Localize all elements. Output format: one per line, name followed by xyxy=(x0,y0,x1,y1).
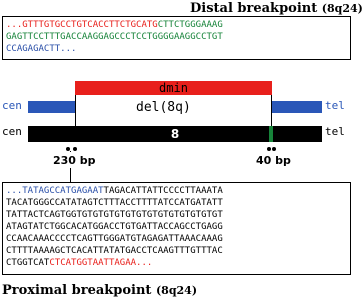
dmin-label: dmin xyxy=(159,81,188,95)
proximal-sequence-line xyxy=(6,197,347,209)
del-label: del(8q) xyxy=(136,100,191,115)
bp-left-label: 230 bp xyxy=(53,154,96,167)
proximal-sequence-segment: CCAACAAACCCCTCAGTTGGGATGTAGAGATTAAACAAAG xyxy=(6,234,223,244)
distal-sequence-line xyxy=(6,19,347,31)
distal-sequence-segment: ...GTTTGTGCCTGTCACCTTCTGCATG xyxy=(6,20,158,30)
del-cen-label: cen xyxy=(2,99,22,112)
green-marker xyxy=(269,126,273,142)
proximal-sequence-segment: CTTTTAAAAGCTCACATTATATGACCTCAAGTTTGTTTAC xyxy=(6,246,223,256)
proximal-sequence-segment: CTCATGGTAATTAGAA... xyxy=(49,258,153,268)
del-right-segment xyxy=(272,101,322,113)
proximal-sequence-line xyxy=(6,233,347,245)
proximal-sequence-box xyxy=(2,182,351,275)
bp-right-dot-1 xyxy=(267,147,271,151)
proximal-sequence-segment: ATAGTATCTGGCACATGGACCTGTGATTACCAGCCTGAGG xyxy=(6,222,223,232)
proximal-sequence-segment: ...TATAGCCATGAGAAT xyxy=(6,186,104,196)
distal-sequence-box xyxy=(2,16,351,60)
proximal-sequence-line xyxy=(6,209,347,221)
proximal-connector xyxy=(70,168,71,182)
proximal-sequence-line xyxy=(6,245,347,257)
proximal-sequence-line xyxy=(6,221,347,233)
distal-sequence-line xyxy=(6,31,347,43)
bp-right-label: 40 bp xyxy=(256,154,291,167)
left-breakpoint-line xyxy=(75,95,76,126)
proximal-sequence-segment: TACATGGGCCATATAGTCTTTACCTTTTATCCATGATATT xyxy=(6,198,223,208)
distal-title-text: Distal breakpoint xyxy=(190,1,318,16)
bp-right-dot-2 xyxy=(272,147,276,151)
del-left-segment xyxy=(28,101,75,113)
proximal-sequence-line xyxy=(6,257,347,269)
distal-title-suffix: (8q24) xyxy=(321,2,363,15)
proximal-sequence-segment: TAGACATTATTCCCCTTAAATA xyxy=(103,186,223,196)
proximal-title-suffix: (8q24) xyxy=(155,284,198,297)
proximal-sequence-line xyxy=(6,185,347,197)
distal-sequence-line xyxy=(6,43,347,55)
chrom-tel-label: tel xyxy=(325,125,345,138)
del-tel-label: tel xyxy=(325,99,345,112)
distal-sequence-segment: GAGTTCCTTTGACCAAGGAGCCCTCCTGGGGAAGGCCTGT xyxy=(6,32,223,42)
proximal-title-text: Proximal breakpoint xyxy=(2,283,152,298)
distal-breakpoint-title xyxy=(190,1,363,16)
bp-left-dot-2 xyxy=(73,147,77,151)
distal-sequence-segment: CCAGAGACTT... xyxy=(6,44,77,54)
proximal-breakpoint-title xyxy=(2,283,197,298)
chromosome-label: 8 xyxy=(170,127,180,141)
chromosome-8-bar xyxy=(28,126,322,142)
chrom-cen-label: cen xyxy=(2,125,22,138)
bp-left-tick xyxy=(70,151,71,152)
dmin-bar xyxy=(75,81,272,95)
proximal-sequence-segment: TATTACTCAGTGGTGTGTGTGTGTGTGTGTGTGTGTGTGT xyxy=(6,210,223,220)
proximal-sequence-segment: CTGGTCAT xyxy=(6,258,50,268)
distal-sequence-segment: CTTCTGGGAAAG xyxy=(157,20,223,30)
